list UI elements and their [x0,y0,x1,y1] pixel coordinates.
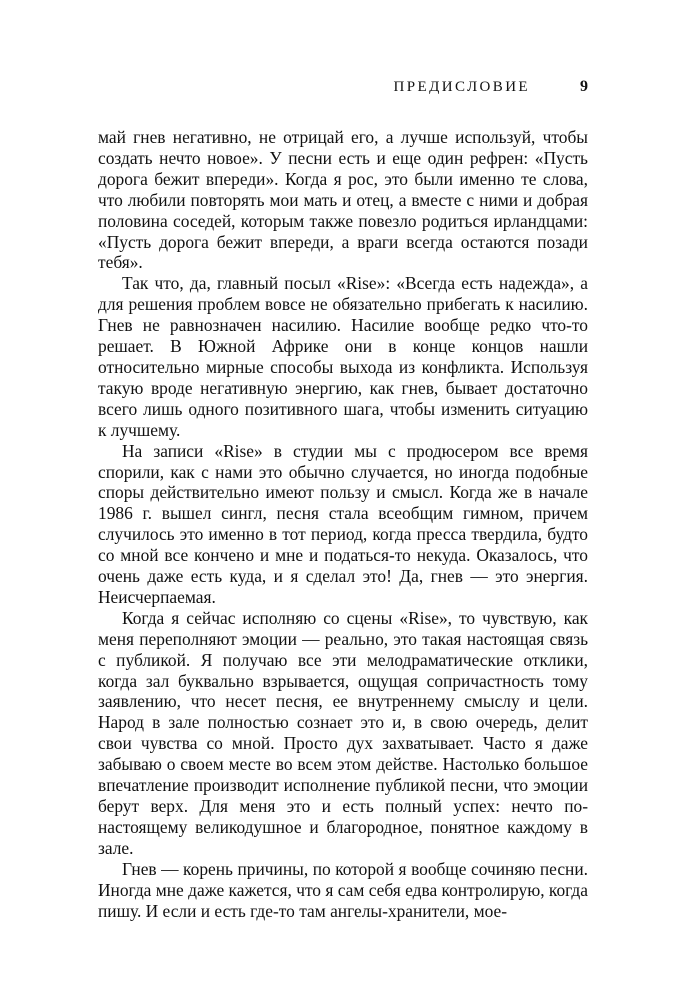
paragraph: Гнев — корень причины, по которой я вообще сочиняю песни. Иногда мне даже кажется, что я сам себя едва контролирую, когда пишу. И если и есть где-то там ангелы-хранители, мое- [98,858,588,921]
paragraph: Когда я сейчас исполняю со сцены «Rise», то чувствую, как меня переполняют эмоции — реально, это такая настоящая связь с публикой. Я получаю все эти мелодраматические отклики, когда зал буквально взрывается, ощущая сопричастность тому заявлению, что несет песня, ее внутреннему смыслу и цели. Народ в зале полностью сознает это и, в свою очередь, делит свои чувства со мной. Просто дух захватывает. Часто я даже забываю о своем месте во всем этом действе. Настолько большое впечатление производит исполнение публикой песни, что эмоции берут верх. Для меня это и есть полный успех: нечто по-настоящему великодушное и благородное, понятное каждому в зале. [98,607,588,858]
section-title: ПРЕДИСЛОВИЕ [393,79,530,95]
paragraph-continuation: май гнев негативно, не отрицай его, а лучше используй, чтобы создать нечто новое». У песни есть и еще один рефрен: «Пусть дорога бежит впереди». Когда я рос, это были именно те слова, что любили повторять мои мать и отец, а вместе с ними и добрая половина соседей, которым также повезло родиться ирландцами: «Пусть дорога бежит впереди, а враги всегда остаются позади тебя». [98,127,588,273]
running-head [98,76,588,98]
paragraph: На записи «Rise» в студии мы с продюсером все время спорили, как с нами это обычно случается, но иногда подобные споры действительно имеют пользу и смысл. Когда же в начале 1986 г. вышел сингл, песня стала всеобщим гимном, причем случилось это именно в тот период, когда пресса твердила, будто со мной все кончено и мне и податься-то некуда. Оказалось, что очень даже есть куда, и я сделал это! Да, гнев — это энергия. Неисчерпаемая. [98,440,588,607]
paragraph: Так что, да, главный посыл «Rise»: «Всегда есть надежда», а для решения проблем вовсе не обязательно прибегать к насилию. Гнев не равнозначен насилию. Насилие вообще редко что-то решает. В Южной Африке они в конце концов нашли относительно мирные способы выхода из конфликта. Используя такую вроде негативную энергию, как гнев, бывает достаточно всего лишь одного позитивного шага, чтобы изменить ситуацию к лучшему. [98,273,588,440]
body-text [98,127,588,921]
page-number: 9 [580,78,588,95]
